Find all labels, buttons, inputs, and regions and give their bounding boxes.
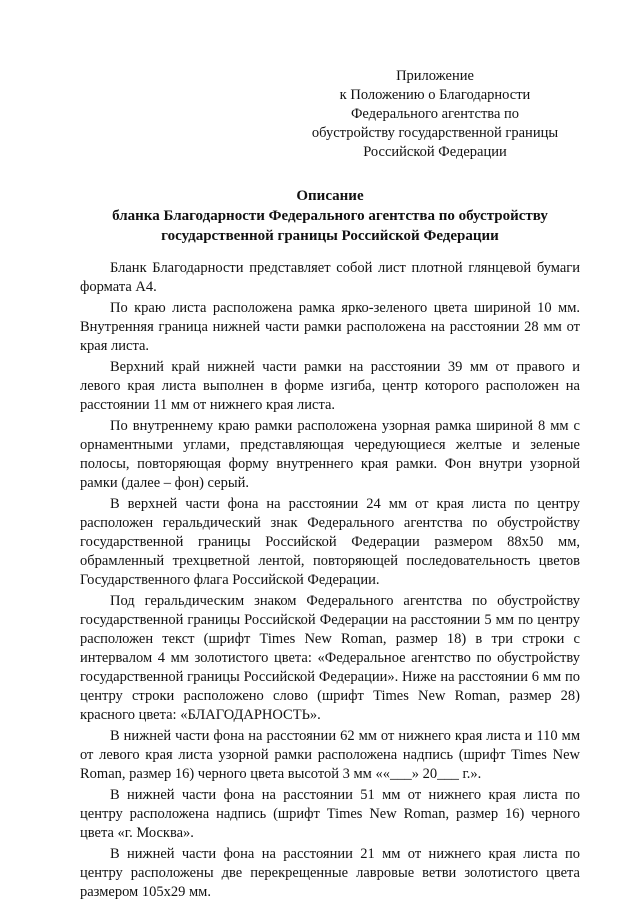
appendix-line: обустройству государственной границы (311, 125, 559, 141)
appendix-line: Российской Федерации (363, 144, 507, 160)
paragraph: В нижней части фона на расстоянии 62 мм от нижнего края листа и 110 мм от левого края листа узорной рамки расположена надпись (шрифт Times New Roman, размер 16) черного цвета высотой 3 мм ««___» 20___ г.». (80, 728, 580, 782)
paragraph: По краю листа расположена рамка ярко-зеленого цвета шириной 10 мм. Внутренняя граница нижней части рамки расположена на расстоянии 28 мм от края листа. (80, 300, 580, 354)
title-line-3: государственной границы Российской Федерации (161, 228, 499, 244)
title-line-1: Описание (296, 188, 364, 204)
paragraph: В нижней части фона на расстоянии 21 мм от нижнего края листа по центру расположены две перекрещенные лавровые ветви золотистого цвета размером 105x29 мм. (80, 846, 580, 900)
title-line-2: бланка Благодарности Федерального агентства по обустройству (112, 208, 548, 224)
paragraph: Под геральдическим знаком Федерального агентства по обустройству государственной границы Российской Федерации на расстоянии 5 мм по центру расположен текст (шрифт Times New Roman, размер 18) в три строки с интервалом 4 мм золотистого цвета: «Федеральное агентство по обустройству государственной границы Российской Федерации». Ниже на расстоянии 6 мм по центру строки расположено слово (шрифт Times New Roman, размер 28) красного цвета: «БЛАГОДАРНОСТЬ». (80, 593, 580, 723)
paragraph: Бланк Благодарности представляет собой лист плотной глянцевой бумаги формата А4. (80, 260, 580, 295)
paragraph: В нижней части фона на расстоянии 51 мм от нижнего края листа по центру расположена надпись (шрифт Times New Roman, размер 16) черного цвета «г. Москва». (80, 787, 580, 841)
appendix-line: Приложение (396, 68, 474, 84)
appendix-line: к Положению о Благодарности (339, 87, 531, 103)
appendix-header (300, 67, 570, 162)
paragraph: По внутреннему краю рамки расположена узорная рамка шириной 8 мм с орнаментными углами, представляющая чередующиеся желтые и зеленые полосы, повторяющая форму внутреннего края рамки. Фон внутри узорной рамки (далее – фон) серый. (80, 418, 580, 491)
appendix-line: Федерального агентства по (350, 106, 520, 122)
paragraph: В верхней части фона на расстоянии 24 мм от края листа по центру расположен геральдический знак Федерального агентства по обустройству государственной границы Российской Федерации размером 88x50 мм, обрамленный трехцветной лентой, повторяющей последовательность цветов Государственного флага Российской Федерации. (80, 496, 580, 588)
document-title (60, 186, 600, 246)
document-body (80, 259, 580, 904)
paragraph: Верхний край нижней части рамки на расстоянии 39 мм от правого и левого края листа выполнен в форме изгиба, центр которого расположен на расстоянии 11 мм от нижнего края листа. (80, 359, 580, 413)
